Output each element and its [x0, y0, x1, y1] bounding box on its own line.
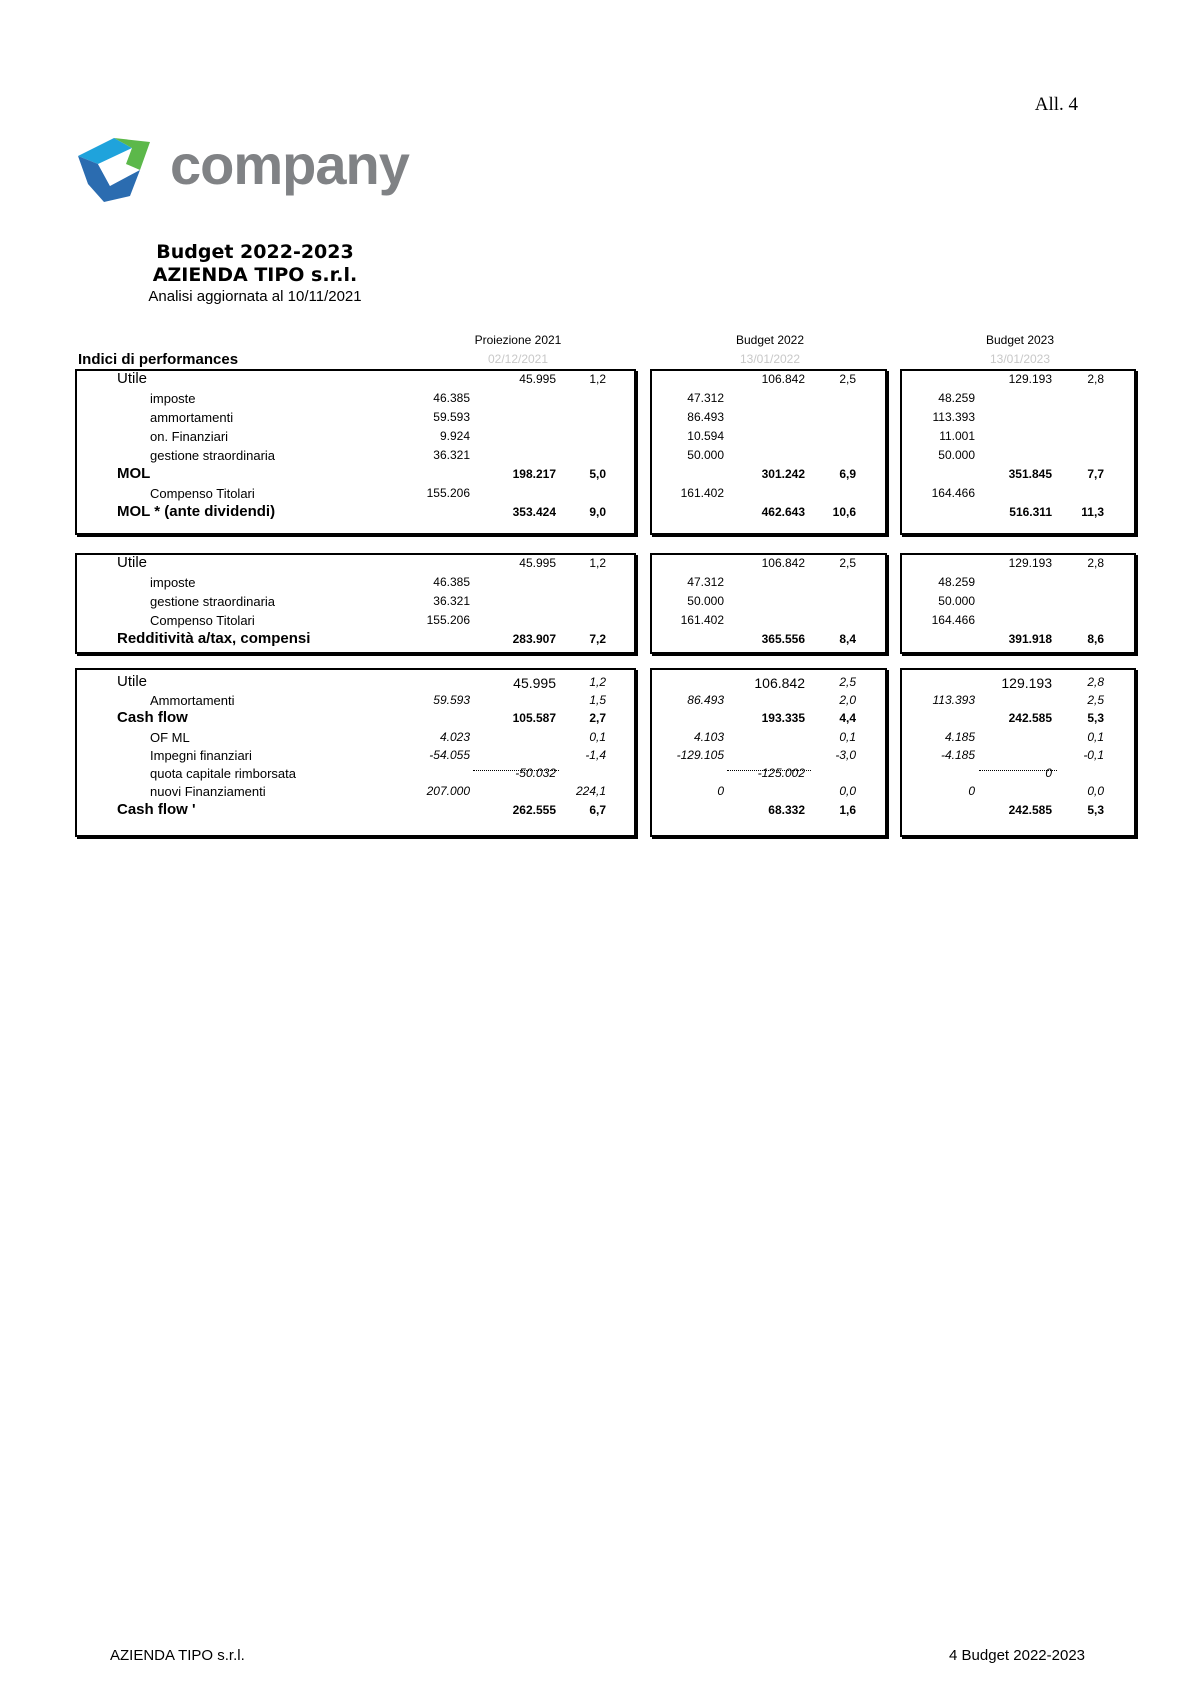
- table3-cell-pct: 5,3: [1087, 803, 1104, 817]
- table3-row-label: Cash flow: [117, 709, 188, 726]
- table1-cell-sub: 50.000: [938, 448, 975, 462]
- table3-cell-sub: 59.593: [433, 693, 470, 707]
- table1-cell-sub: 11.001: [939, 429, 975, 443]
- table3-cell-tot: 45.995: [513, 675, 556, 691]
- table2-row-label: imposte: [150, 575, 196, 590]
- table1-cell-sub: 155.206: [426, 486, 470, 500]
- column-header-proiezione-2021: Proiezione 2021: [474, 333, 562, 347]
- table2-cell-tot: 365.556: [761, 632, 805, 646]
- table1-cell-tot: 45.995: [519, 372, 556, 386]
- footer-page: 4 Budget 2022-2023: [949, 1647, 1085, 1664]
- table3-cell-sub: 113.393: [932, 693, 975, 707]
- table3-cell-pct: 0,1: [839, 730, 856, 744]
- table2-cell-sub: 36.321: [433, 594, 470, 608]
- table2-cell-sub: 48.259: [938, 575, 975, 589]
- table2-cell-sub: 155.206: [426, 613, 470, 627]
- table3-cell-pct: -0,1: [1083, 748, 1104, 762]
- table3-cell-tot: 193.335: [761, 711, 805, 725]
- table2-cell-tot: 391.918: [1008, 632, 1052, 646]
- table3-cell-sub: 4.185: [944, 730, 975, 744]
- table2-cell-tot: 45.995: [519, 556, 556, 570]
- table1-row-label: gestione straordinaria: [150, 448, 276, 463]
- table2-cell-sub: 47.312: [687, 575, 724, 589]
- table2-cell-tot: 129.193: [1008, 556, 1052, 570]
- table2-cell-pct: 8,4: [839, 632, 856, 646]
- table3-cell-sub: 0: [717, 784, 724, 798]
- table3-cell-sub: 4.023: [439, 730, 470, 744]
- column-date-2023: 13/01/2023: [989, 352, 1051, 366]
- table3-row-label: quota capitale rimborsata: [150, 766, 296, 781]
- table1-cell-sub: 46.385: [433, 391, 470, 405]
- table2-cell-pct: 2,8: [1087, 556, 1104, 570]
- table1-cell-sub: 86.493: [687, 410, 724, 424]
- section-title: Indici di performances: [78, 351, 239, 368]
- analysis-date: Analisi aggiornata al 10/11/2021: [148, 288, 362, 305]
- table1-cell-tot: 301.242: [761, 467, 805, 481]
- table1-cell-pct: 1,2: [589, 372, 606, 386]
- table1-cell-pct: 6,9: [839, 467, 856, 481]
- table1-cell-tot: 353.424: [512, 505, 556, 519]
- table1-cell-tot: 129.193: [1008, 372, 1052, 386]
- table3-cell-tot: 68.332: [768, 803, 805, 817]
- table3-cell-pct: 1,2: [589, 675, 606, 689]
- table3-cell-pct: 1,5: [589, 693, 606, 707]
- table1-row-label: MOL * (ante dividendi): [117, 503, 276, 520]
- table1-cell-sub: 161.402: [680, 486, 724, 500]
- table1-cell-tot: 351.845: [1008, 467, 1052, 481]
- table3-cell-sub: -4.185: [940, 748, 975, 762]
- table3-row-label: Ammortamenti: [150, 693, 235, 708]
- table1-cell-sub: 59.593: [433, 410, 470, 424]
- table1-cell-pct: 2,5: [839, 372, 856, 386]
- table1-row-label: on. Finanziari: [150, 429, 229, 444]
- table3-row-label: Utile: [117, 673, 148, 690]
- table3-cell-sub: -129.105: [676, 748, 724, 762]
- table3-cell-tot: 262.555: [512, 803, 556, 817]
- table1-cell-tot: 462.643: [761, 505, 805, 519]
- table1-cell-sub: 48.259: [938, 391, 975, 405]
- table2-cell-sub: 161.402: [680, 613, 724, 627]
- company-name: AZIENDA TIPO s.r.l.: [152, 264, 358, 286]
- table3-cell-pct: 6,7: [589, 803, 606, 817]
- table1-cell-tot: 106.842: [761, 372, 805, 386]
- table3-cell-pct: 2,0: [839, 693, 856, 707]
- table1-row-label: ammortamenti: [150, 410, 234, 425]
- table3-row-label: Cash flow ': [117, 801, 196, 818]
- table1-cell-sub: 36.321: [433, 448, 470, 462]
- table1-cell-sub: 47.312: [687, 391, 724, 405]
- table2-cell-sub: 50.000: [938, 594, 975, 608]
- table3-cell-sub: -54.055: [429, 748, 470, 762]
- table3-cell-tot: 242.585: [1008, 711, 1052, 725]
- table3-cell-tot: -50.032: [515, 766, 556, 780]
- table3-cell-pct: 2,7: [589, 711, 606, 725]
- table1-cell-sub: 9.924: [439, 429, 470, 443]
- table2-cell-tot: 106.842: [761, 556, 805, 570]
- document-title: Budget 2022-2023: [156, 241, 354, 263]
- table1-cell-sub: 164.466: [931, 486, 975, 500]
- table3-cell-pct: 1,6: [839, 803, 856, 817]
- table2-row-label: gestione straordinaria: [150, 594, 276, 609]
- table3-cell-pct: 5,3: [1087, 711, 1104, 725]
- table1-cell-sub: 113.393: [932, 410, 975, 424]
- table1-cell-pct: 7,7: [1087, 467, 1104, 481]
- table2-row-label: Redditività a/tax, compensi: [117, 630, 311, 647]
- table3-cell-sub: 4.103: [693, 730, 724, 744]
- table2-cell-sub: 46.385: [433, 575, 470, 589]
- table2-cell-pct: 2,5: [839, 556, 856, 570]
- table3-row-label: OF ML: [150, 730, 190, 745]
- table3-cell-sub: 86.493: [687, 693, 724, 707]
- table3-cell-pct: 0,0: [1087, 784, 1104, 798]
- table1-row-label: Compenso Titolari: [150, 486, 255, 501]
- table3-cell-tot: 105.587: [512, 711, 556, 725]
- table3-cell-pct: 224,1: [575, 784, 606, 798]
- table1-cell-pct: 9,0: [589, 505, 606, 519]
- table1-cell-pct: 11,3: [1081, 505, 1104, 519]
- table3-cell-pct: 2,5: [839, 675, 856, 689]
- table1-row-label: imposte: [150, 391, 196, 406]
- table3-cell-pct: 4,4: [839, 711, 856, 725]
- column-date-2021: 02/12/2021: [487, 352, 549, 366]
- table3-row-label: Impegni finanziari: [150, 748, 252, 763]
- column-date-2022: 13/01/2022: [739, 352, 801, 366]
- table2-cell-tot: 283.907: [512, 632, 556, 646]
- table3-row-label: nuovi Finanziamenti: [150, 784, 266, 799]
- column-header-budget-2023: Budget 2023: [985, 333, 1055, 347]
- company-logo-text: company: [170, 133, 409, 196]
- table3-cell-tot: 129.193: [1001, 675, 1052, 691]
- table1-cell-pct: 2,8: [1087, 372, 1104, 386]
- table2-cell-pct: 1,2: [589, 556, 606, 570]
- table3-cell-tot: 0: [1045, 766, 1052, 780]
- table1-cell-pct: 10,6: [832, 505, 856, 519]
- table3-cell-sub: 0: [968, 784, 975, 798]
- footer-company: AZIENDA TIPO s.r.l.: [110, 1647, 245, 1664]
- column-header-budget-2022: Budget 2022: [735, 333, 805, 347]
- table1-cell-sub: 50.000: [687, 448, 724, 462]
- table1-cell-sub: 10.594: [687, 429, 724, 443]
- table1-cell-tot: 516.311: [1009, 505, 1052, 519]
- table1-row-label: MOL: [117, 465, 151, 482]
- company-logo-icon: [70, 134, 166, 204]
- table3-cell-pct: 2,8: [1087, 675, 1104, 689]
- table3-cell-tot: 242.585: [1008, 803, 1052, 817]
- table3-cell-pct: 0,0: [839, 784, 856, 798]
- table1-cell-tot: 198.217: [512, 467, 556, 481]
- table3-cell-tot: -125.002: [757, 766, 805, 780]
- table2-cell-pct: 8,6: [1087, 632, 1104, 646]
- table3-cell-pct: -3,0: [835, 748, 856, 762]
- table2-row-label: Compenso Titolari: [150, 613, 255, 628]
- table3-cell-pct: -1,4: [585, 748, 606, 762]
- table3-cell-sub: 207.000: [426, 784, 470, 798]
- table3-cell-pct: 0,1: [1087, 730, 1104, 744]
- table2-cell-pct: 7,2: [589, 632, 606, 646]
- table1-cell-pct: 5,0: [589, 467, 606, 481]
- attachment-label: All. 4: [1034, 94, 1078, 115]
- table3-cell-pct: 0,1: [589, 730, 606, 744]
- table2-row-label: Utile: [117, 554, 148, 571]
- table3-cell-pct: 2,5: [1087, 693, 1104, 707]
- table1-row-label: Utile: [117, 370, 148, 387]
- table2-cell-sub: 164.466: [931, 613, 975, 627]
- table3-cell-tot: 106.842: [754, 675, 805, 691]
- table2-cell-sub: 50.000: [687, 594, 724, 608]
